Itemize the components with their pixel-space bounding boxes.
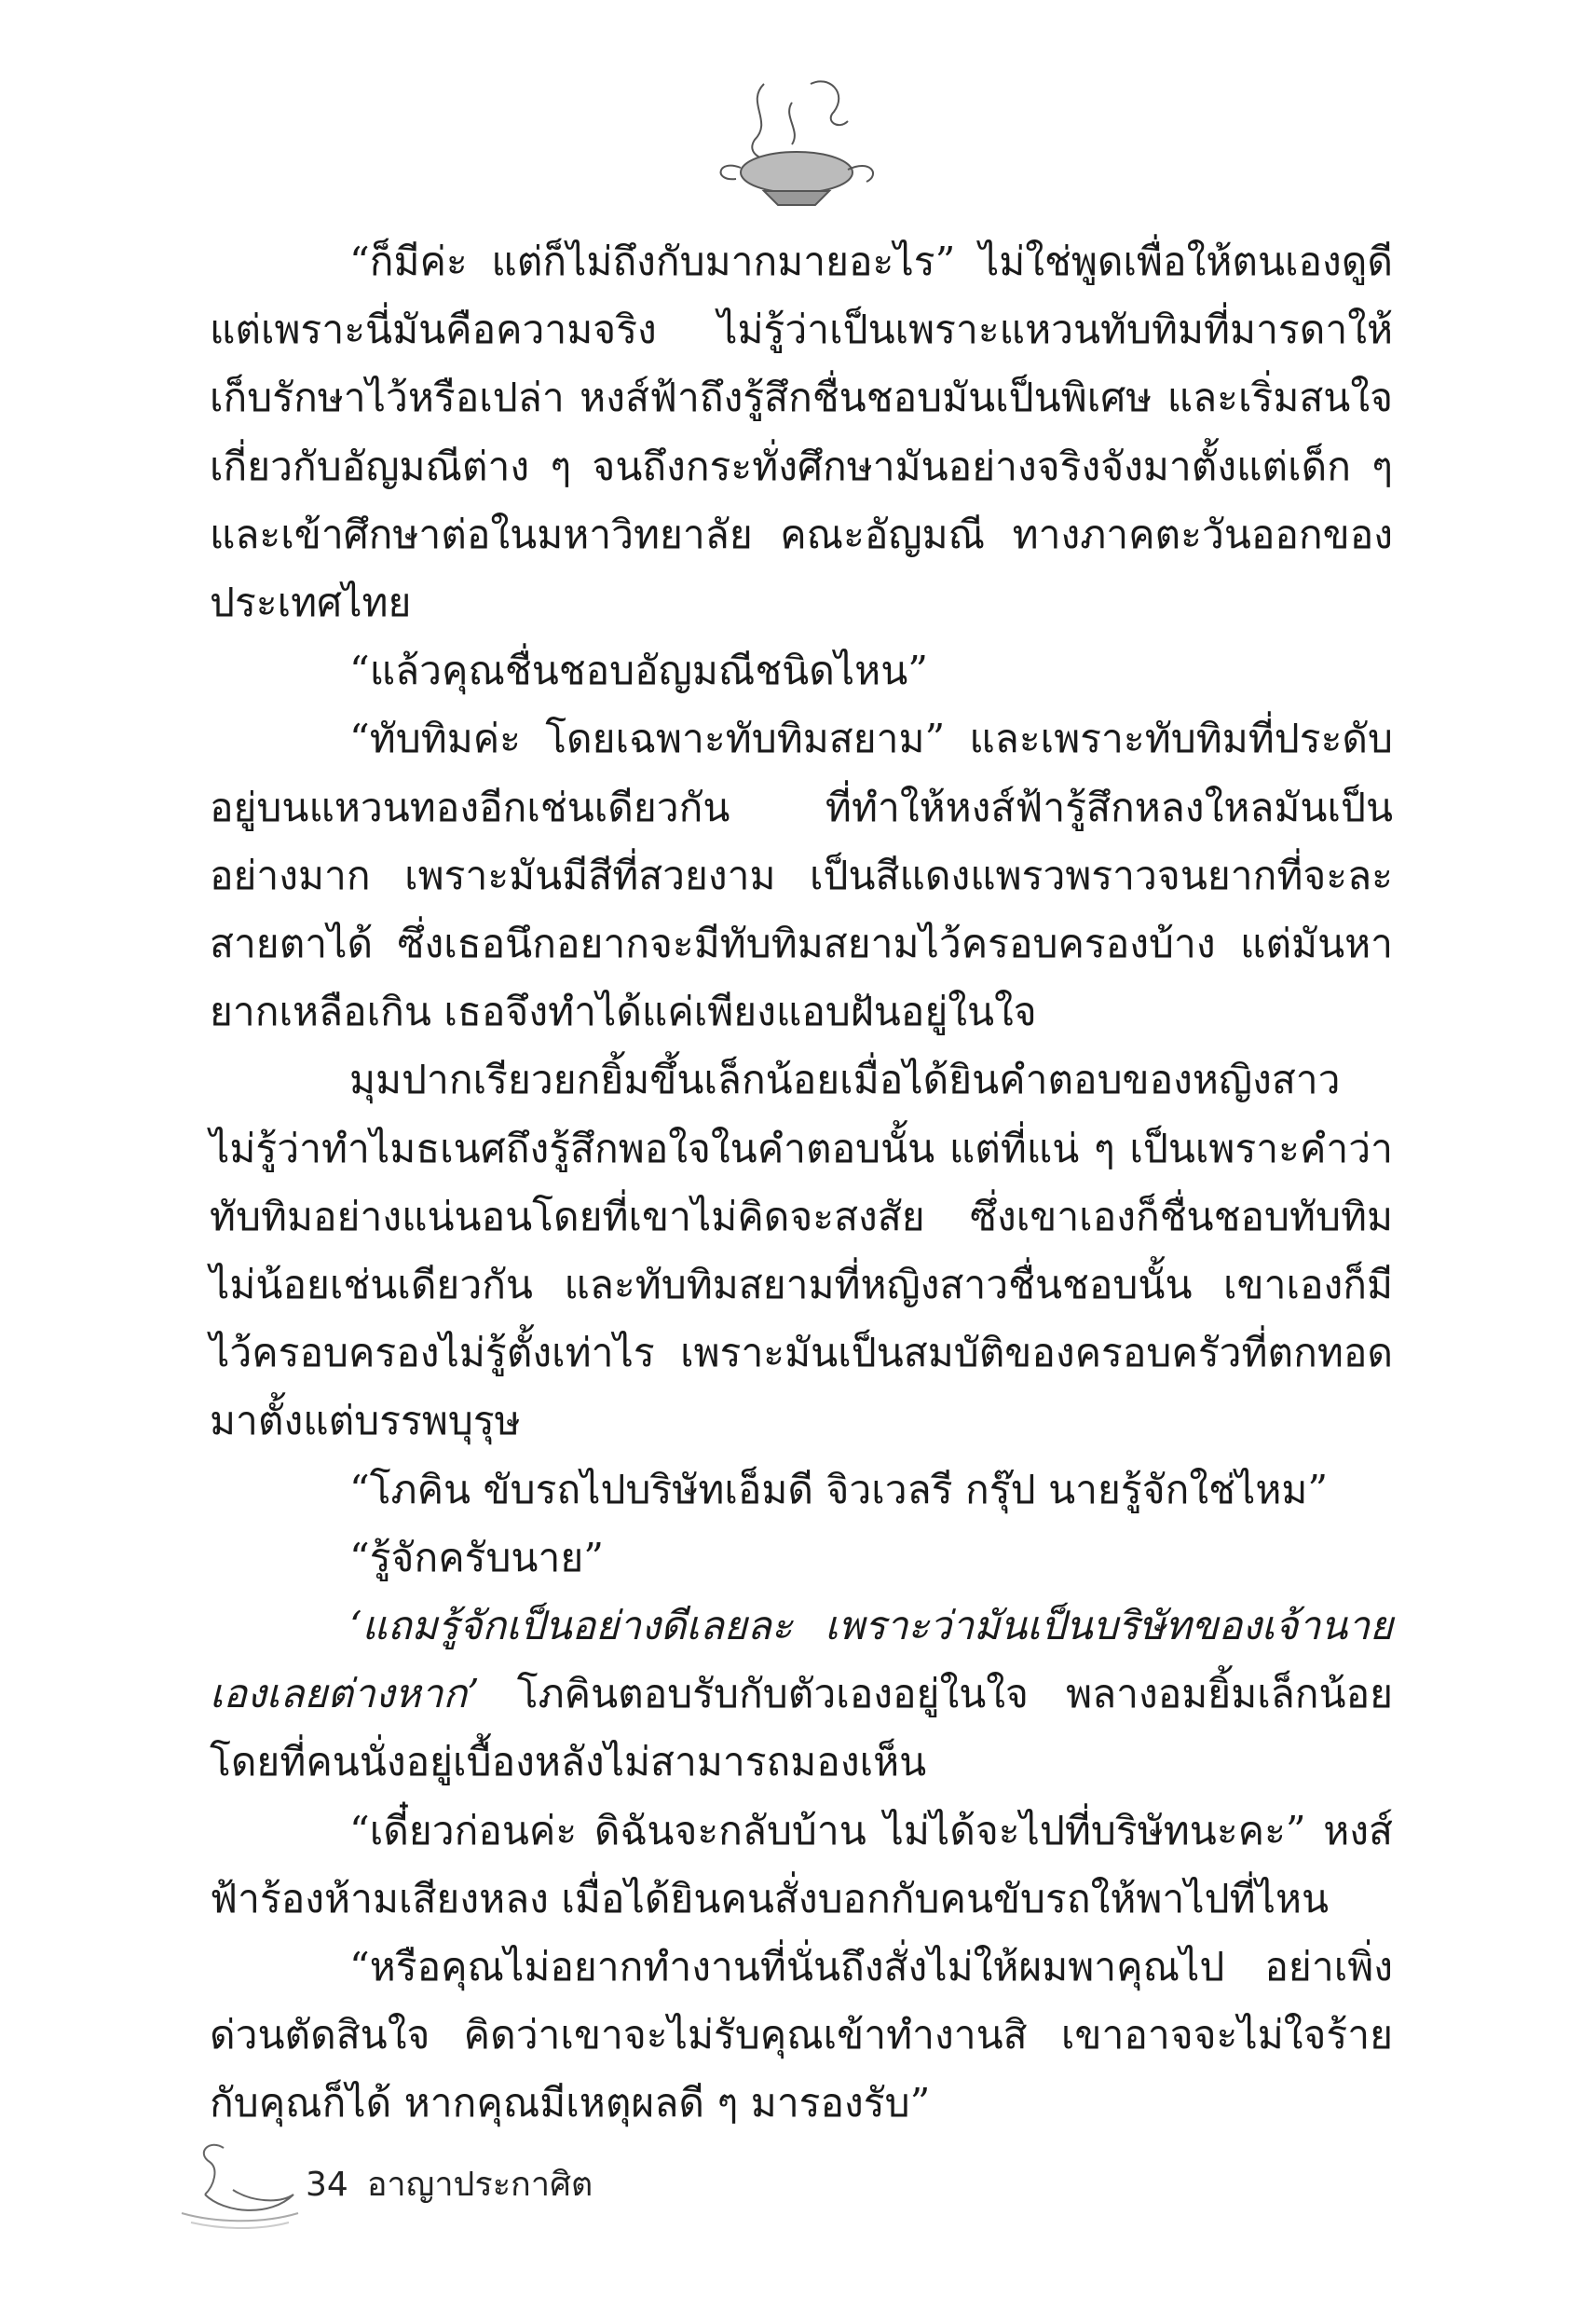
paragraph-4: มุมปากเรียวยกยิ้มขึ้นเล็กน้อยเมื่อได้ยินคำตอบของหญิงสาว ไม่รู้ว่าทำไมธเนศถึงรู้สึกพอใจในคำตอบนั้น แต่ที่แน่ ๆ เป็นเพราะคำว่าทับทิมอย่างแน่นอนโดยที่เขาไม่คิดจะสงสัย ซึ่งเขาเองก็ชื่นชอบทับทิมไม่น้อยเช่นเดียวกัน และทับทิมสยามที่หญิงสาวชื่นชอบนั้น เขาเองก็มีไว้ครอบครองไม่รู้ตั้งเท่าไร เพราะมันเป็นสมบัติของครอบครัวที่ตกทอดมาตั้งแต่บรรพบุรุษ <box>210 1058 1393 1445</box>
book-title: อาญาประกาศิต <box>366 2166 593 2204</box>
paragraph-8: “เดี๋ยวก่อนค่ะ ดิฉันจะกลับบ้าน ไม่ได้จะไปที่บริษัทนะคะ” หงส์ฟ้าร้องห้ามเสียงหลง เมื่อได้ยินคนสั่งบอกกับคนขับรถให้พาไปที่ไหน <box>210 1808 1393 1922</box>
paragraph-2: “แล้วคุณชื่นชอบอัญมณีชนิดไหน” <box>349 649 928 695</box>
paragraph-3: “ทับทิมค่ะ โดยเฉพาะทับทิมสยาม” และเพราะทับทิมที่ประดับอยู่บนแหวนทองอีกเช่นเดียวกัน ที่ทำให้หงส์ฟ้ารู้สึกหลงใหลมันเป็นอย่างมาก เพราะมันมีสีที่สวยงาม เป็นสีแดงแพรวพราวจนยากที่จะละสายตาได้ ซึ่งเธอนึกอยากจะมีทับทิมสยามไว้ครอบครองบ้าง แต่มันหายากเหลือเกิน เธอจึงทำได้แค่เพียงแอบฝันอยู่ในใจ <box>210 717 1393 1036</box>
paragraph-5: “โภคิน ขับรถไปบริษัทเอ็มดี จิวเวลรี กรุ๊ป นายรู้จักใช่ไหม” <box>349 1467 1329 1513</box>
inner-thought-text: ‘แถมรู้จักเป็นอย่างดีเลยละ เพราะว่ามันเป็นบริษัทของเจ้านายเองเลยต่างหาก’ <box>210 1604 1393 1718</box>
paragraph-1: “ก็มีค่ะ แต่ก็ไม่ถึงกับมากมายอะไร” ไม่ใช่พูดเพื่อให้ตนเองดูดี แต่เพราะนี่มันคือความจริง ไม่รู้ว่าเป็นเพราะแหวนทับทิมที่มารดาให้เก็บรักษาไว้หรือเปล่า หงส์ฟ้าถึงรู้สึกชื่นชอบมันเป็นพิเศษ และเริ่มสนใจเกี่ยวกับอัญมณีต่าง ๆ จนถึงกระทั่งศึกษามันอย่างจริงจังมาตั้งแต่เด็ก ๆ และเข้าศึกษาต่อในมหาวิทยาลัย คณะอัญมณี ทางภาคตะวันออกของประเทศไทย <box>210 239 1393 627</box>
page-footer <box>168 2129 727 2241</box>
paragraph-6: “รู้จักครับนาย” <box>349 1535 604 1581</box>
paragraph-7 <box>210 1593 1393 1798</box>
swan-icon <box>168 2129 307 2236</box>
paragraph-9: “หรือคุณไม่อยากทำงานที่นั่นถึงสั่งไม่ให้ผมพาคุณไป อย่าเพิ่งด่วนตัดสินใจ คิดว่าเขาจะไม่รับคุณเข้าทำงานสิ เขาอาจจะไม่ใจร้ายกับคุณก็ได้ หากคุณมีเหตุผลดี ๆ มารองรับ” <box>210 1945 1393 2127</box>
magic-lamp-ornament-icon <box>708 65 885 224</box>
paragraph-7-rest: โภคินตอบรับกับตัวเองอยู่ในใจ พลางอมยิ้มเล็กน้อยโดยที่คนนั่งอยู่เบื้องหลังไม่สามารถมองเห็น <box>210 1672 1393 1786</box>
footer-label <box>306 2157 611 2210</box>
body-text <box>210 228 1393 2139</box>
page-number: 34 <box>306 2166 348 2204</box>
